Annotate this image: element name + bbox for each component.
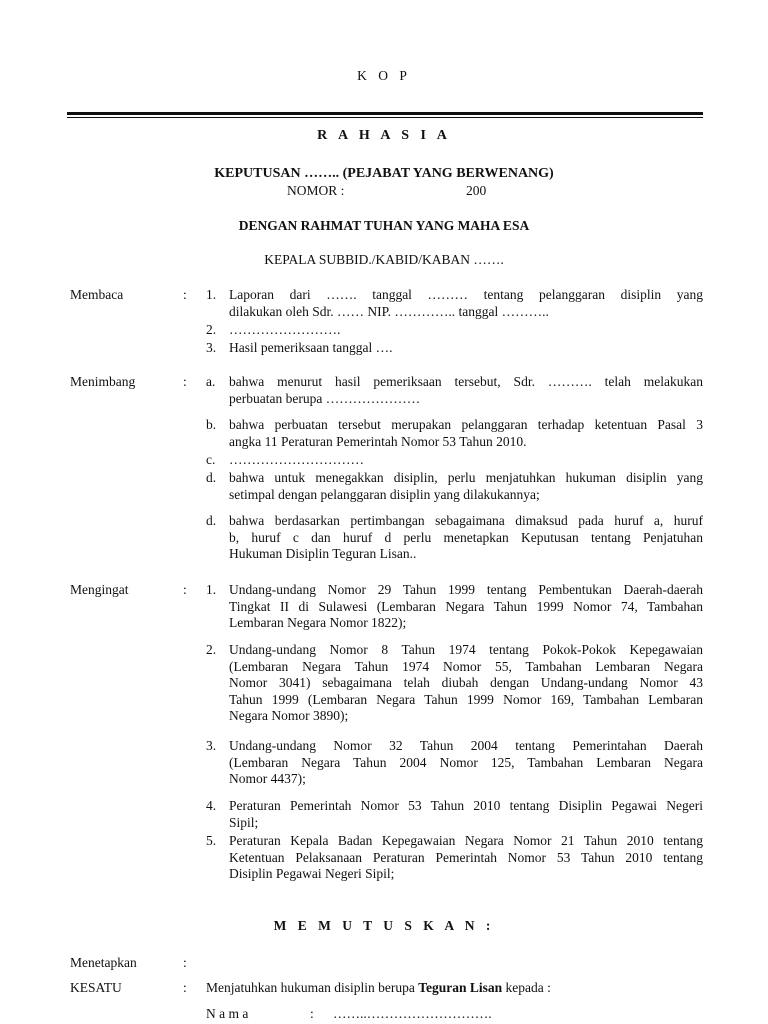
mengingat-item-1-num: 1. (206, 582, 217, 597)
rahasia-heading: R A H A S I A (317, 128, 451, 143)
mengingat-item-4-line-1: Peraturan Pemerintah Nomor 53 Tahun 2010 tentang Disiplin Pegawai Negeri (229, 798, 703, 813)
mengingat-item-2 (229, 642, 703, 725)
membaca-item-1-line-1: Laporan dari ……. tanggal ……… tentang pelanggaran disiplin yang (229, 287, 703, 302)
menimbang-item-d2 (229, 513, 703, 563)
membaca-item-1 (229, 287, 703, 320)
menimbang-item-d2-line-1: bahwa berdasarkan pertimbangan sebagaimana dimaksud pada huruf a, huruf (229, 513, 703, 528)
membaca-label: Membaca (70, 287, 124, 302)
mengingat-item-5-line-3: Disiplin Pegawai Negeri Sipil; (229, 866, 395, 881)
menimbang-item-b (229, 417, 703, 450)
menimbang-item-c-num: c. (206, 452, 216, 467)
menimbang-item-b-line-1: bahwa perbuatan tersebut merupakan pelanggaran terhadap ketentuan Pasal 3 (229, 417, 703, 432)
kesatu-text-bold: Teguran Lisan (418, 980, 503, 995)
menimbang-item-b-num: b. (206, 417, 217, 432)
menimbang-item-d-line-1: bahwa untuk menegakkan disiplin, perlu menjatuhkan hukuman disiplin yang (229, 470, 703, 485)
menimbang-colon: : (183, 374, 187, 389)
nama-value: ……..………………………. (333, 1006, 492, 1021)
mengingat-item-3-line-3: Nomor 4437); (229, 771, 306, 786)
keputusan-title: KEPUTUSAN …….. (PEJABAT YANG BERWENANG) (214, 166, 554, 181)
membaca-item-2-num: 2. (206, 322, 217, 337)
membaca-item-1-num: 1. (206, 287, 217, 302)
menimbang-item-d2-line-2: b, huruf c dan huruf d perlu menetapkan Keputusan tentang Penjatuhan (229, 529, 703, 545)
membaca-item-2 (229, 322, 703, 339)
menimbang-item-d2-line-3: Hukuman Disiplin Teguran Lisan.. (229, 546, 417, 561)
mengingat-item-3-num: 3. (206, 738, 217, 753)
kesatu-text-before: Menjatuhkan hukuman disiplin berupa (206, 980, 419, 995)
mengingat-item-5 (229, 833, 703, 883)
mengingat-item-1-line-3: Lembaran Negara Nomor 1822); (229, 615, 407, 630)
membaca-item-3-line-1: Hasil pemeriksaan tanggal …. (229, 340, 393, 355)
membaca-item-2-line-1: ……………………. (229, 322, 341, 337)
mengingat-item-5-line-2: Ketentuan Pelaksanaan Peraturan Pemerintah Nomor 53 Tahun 2010 tentang (229, 849, 703, 865)
header-rule-thin (67, 117, 703, 118)
menimbang-item-a-line-1: bahwa menurut hasil pemeriksaan tersebut, Sdr. ………. telah melakukan (229, 374, 703, 389)
membaca-item-3-num: 3. (206, 340, 217, 355)
membaca-item-3 (229, 340, 703, 357)
nama-label: N a m a (206, 1006, 249, 1021)
mengingat-item-1-line-2: Tingkat II di Sulawesi (Lembaran Negara Tahun 1999 Nomor 74, Tambahan (229, 598, 703, 614)
mengingat-item-2-num: 2. (206, 642, 217, 657)
mengingat-item-5-line-1: Peraturan Kepala Badan Kepegawaian Negara Nomor 21 Tahun 2010 tentang (229, 833, 703, 848)
nama-colon: : (310, 1006, 314, 1021)
kesatu-colon: : (183, 980, 187, 995)
mengingat-item-4 (229, 798, 703, 831)
mengingat-item-3-line-2: (Lembaran Negara Tahun 2004 Nomor 125, Tambahan Lembaran Negara (229, 754, 703, 770)
mengingat-item-2-line-2: (Lembaran Negara Tahun 1974 Nomor 55, Tambahan Lembaran Negara (229, 658, 703, 674)
menimbang-item-c-line-1: ………………………… (229, 452, 364, 467)
nomor-value: 200 (466, 183, 487, 198)
kop-heading: K O P (357, 68, 411, 83)
mengingat-item-3 (229, 738, 703, 788)
mengingat-item-1-line-1: Undang-undang Nomor 29 Tahun 1999 tentang Pembentukan Daerah-daerah (229, 582, 703, 597)
kesatu-text-after: kepada : (502, 980, 551, 995)
nomor-label: NOMOR : (287, 183, 345, 198)
mengingat-label: Mengingat (70, 582, 129, 597)
mengingat-item-4-num: 4. (206, 798, 217, 813)
menetapkan-colon: : (183, 955, 187, 970)
rahmat-heading: DENGAN RAHMAT TUHAN YANG MAHA ESA (238, 218, 530, 233)
menimbang-item-d2-num: d. (206, 513, 217, 528)
menimbang-item-d-line-2: setimpal dengan pelanggaran disiplin yang dilakukannya; (229, 486, 540, 502)
menimbang-item-a (229, 374, 703, 407)
menimbang-label: Menimbang (70, 374, 136, 389)
membaca-colon: : (183, 287, 187, 302)
menimbang-item-a-line-2: perbuatan berupa ………………… (229, 390, 421, 406)
menimbang-item-a-num: a. (206, 374, 216, 389)
kesatu-text (206, 980, 551, 996)
mengingat-item-5-num: 5. (206, 833, 217, 848)
menimbang-item-b-line-2: angka 11 Peraturan Pemerintah Nomor 53 Tahun 2010. (229, 433, 527, 449)
mengingat-item-1 (229, 582, 703, 632)
mengingat-item-2-line-5: Negara Nomor 3890); (229, 708, 349, 723)
mengingat-item-4-line-2: Sipil; (229, 814, 259, 830)
menimbang-item-d-num: d. (206, 470, 217, 485)
mengingat-item-2-line-1: Undang-undang Nomor 8 Tahun 1974 tentang Pokok-Pokok Kepegawaian (229, 642, 703, 657)
menimbang-item-d (229, 470, 703, 503)
kesatu-label: KESATU (70, 980, 122, 995)
mengingat-item-2-line-3: Nomor 3041) sebagaimana telah diubah dengan Undang-undang Nomor 43 (229, 675, 703, 690)
mengingat-colon: : (183, 582, 187, 597)
header-rule-thick (67, 112, 703, 115)
menimbang-item-c (229, 452, 703, 469)
mengingat-item-2-line-4: Tahun 1999 (Lembaran Negara Tahun 1999 Nomor 169, Tambahan Lembaran (229, 691, 703, 707)
mengingat-item-3-line-1: Undang-undang Nomor 32 Tahun 2004 tentang Pemerintahan Daerah (229, 738, 703, 753)
kepala-heading: KEPALA SUBBID./KABID/KABAN ……. (264, 252, 504, 267)
memutuskan-heading: M E M U T U S K A N : (273, 918, 495, 933)
membaca-item-1-line-2: dilakukan oleh Sdr. …… NIP. ………….. tanggal ……….. (229, 303, 549, 319)
menetapkan-label: Menetapkan (70, 955, 137, 970)
